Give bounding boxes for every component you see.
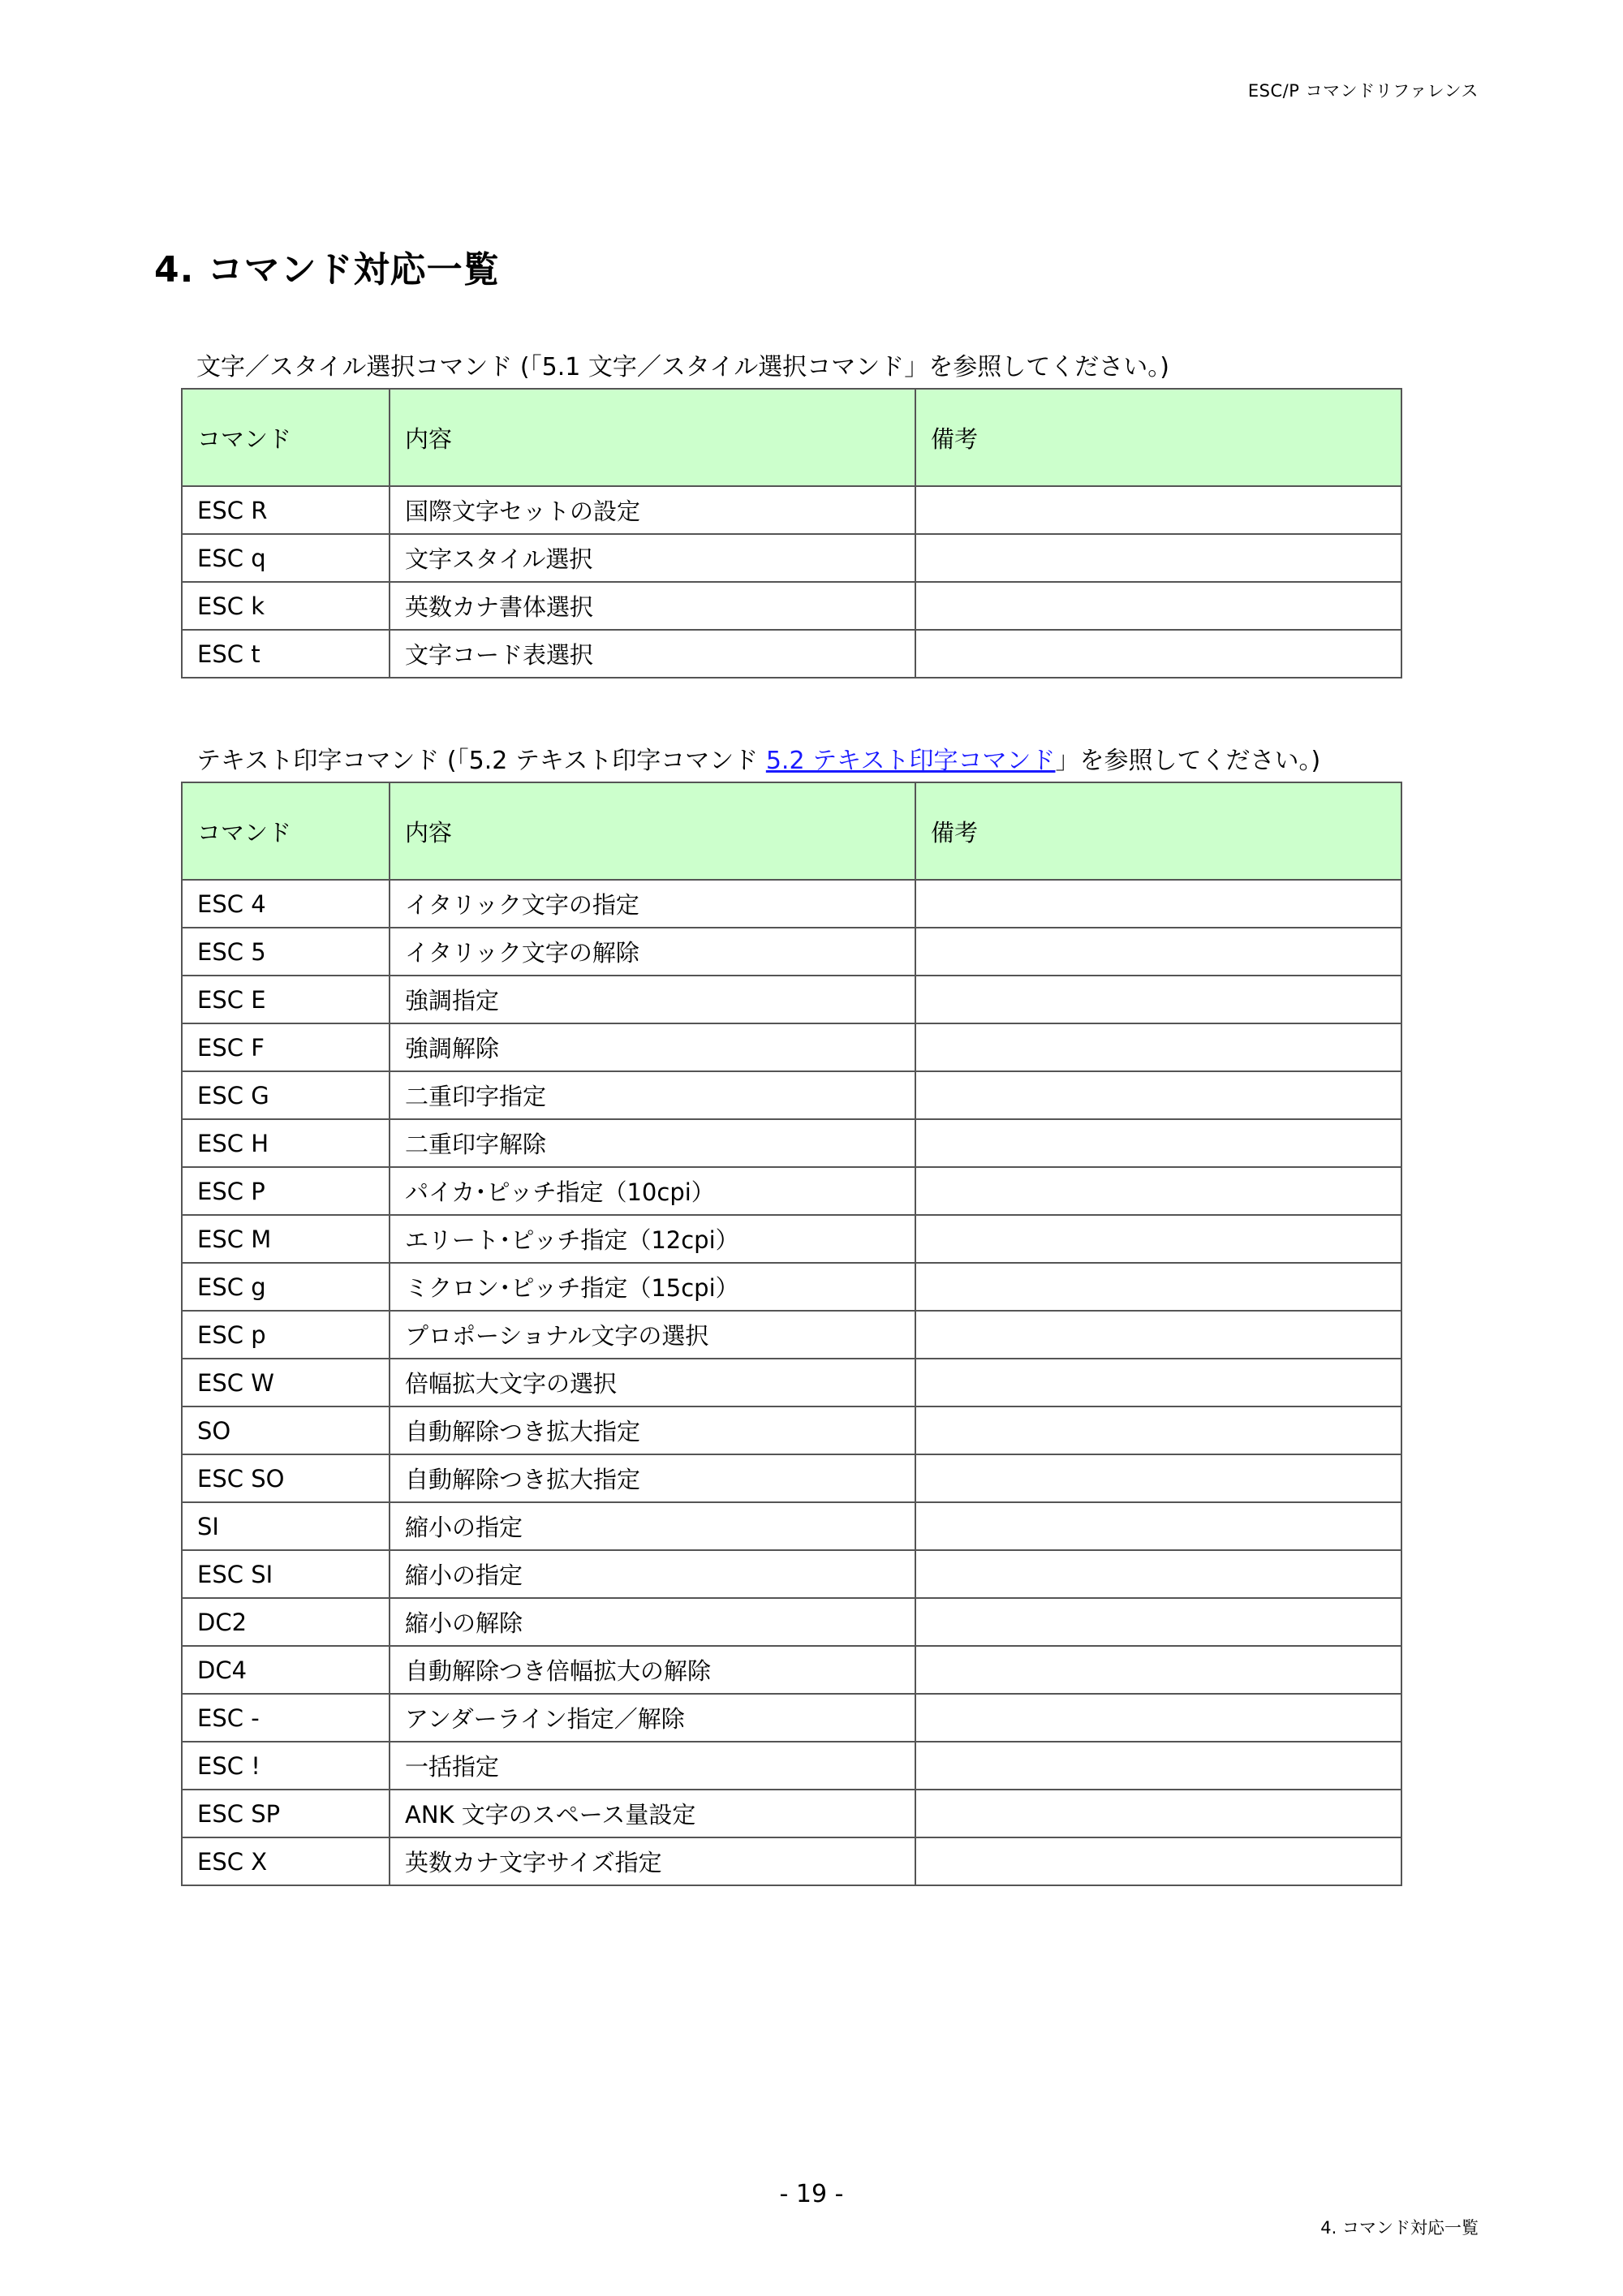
table2-caption-link[interactable]: 5.2 テキスト印字コマンド <box>765 747 1056 775</box>
cell-notes <box>915 1454 1401 1502</box>
cell-command: ESC F <box>182 1023 390 1071</box>
cell-content: イタリック文字の解除 <box>390 928 915 976</box>
cell-notes <box>915 1311 1401 1359</box>
table2-caption-prefix: テキスト印字コマンド (「5.2 テキスト印字コマンド <box>196 747 766 775</box>
cell-notes <box>915 582 1401 630</box>
cell-command: ESC q <box>182 534 390 582</box>
cell-notes <box>915 976 1401 1023</box>
cell-command: ESC R <box>182 486 390 534</box>
cell-command: ESC 5 <box>182 928 390 976</box>
table-row <box>182 1071 1401 1119</box>
cell-content: プロポーショナル文字の選択 <box>390 1311 915 1359</box>
table-row <box>182 582 1401 630</box>
table-row <box>182 486 1401 534</box>
table2-body <box>182 880 1401 1885</box>
cell-command: ESC G <box>182 1071 390 1119</box>
cell-command: ESC t <box>182 630 390 678</box>
cell-content: 二重印字指定 <box>390 1071 915 1119</box>
table-row <box>182 1215 1401 1263</box>
cell-content: 英数カナ文字サイズ指定 <box>390 1837 915 1885</box>
table-row <box>182 1550 1401 1598</box>
table-row <box>182 1119 1401 1167</box>
cell-content: 自動解除つき拡大指定 <box>390 1454 915 1502</box>
table-row <box>182 630 1401 678</box>
table2-caption-suffix: 」を参照してください。) <box>1055 747 1321 775</box>
cell-content: 英数カナ書体選択 <box>390 582 915 630</box>
cell-command: ESC H <box>182 1119 390 1167</box>
table-row <box>182 1311 1401 1359</box>
table-row <box>182 1598 1401 1646</box>
column-header-notes: 備考 <box>915 782 1401 880</box>
cell-content: 強調解除 <box>390 1023 915 1071</box>
cell-content: 一括指定 <box>390 1742 915 1790</box>
column-header-command: コマンド <box>182 389 390 486</box>
cell-content: 縮小の解除 <box>390 1598 915 1646</box>
cell-command: ESC - <box>182 1694 390 1742</box>
cell-command: ESC P <box>182 1167 390 1215</box>
cell-command: ESC E <box>182 976 390 1023</box>
table-row <box>182 1837 1401 1885</box>
cell-command: ESC k <box>182 582 390 630</box>
cell-notes <box>915 1023 1401 1071</box>
cell-notes <box>915 1550 1401 1598</box>
cell-notes <box>915 630 1401 678</box>
table-row <box>182 1023 1401 1071</box>
table-header-row <box>182 782 1401 880</box>
cell-notes <box>915 1694 1401 1742</box>
table1-style-commands <box>181 388 1402 678</box>
cell-command: DC2 <box>182 1598 390 1646</box>
cell-notes <box>915 1790 1401 1837</box>
table-row <box>182 1646 1401 1694</box>
cell-command: ESC p <box>182 1311 390 1359</box>
column-header-notes: 備考 <box>915 389 1401 486</box>
cell-content: 国際文字セットの設定 <box>390 486 915 534</box>
cell-content: 強調指定 <box>390 976 915 1023</box>
cell-command: SO <box>182 1406 390 1454</box>
table-row <box>182 880 1401 928</box>
running-footer: 4. コマンド対応一覧 <box>1320 2218 1479 2238</box>
cell-notes <box>915 1646 1401 1694</box>
cell-notes <box>915 1215 1401 1263</box>
table-header-row <box>182 389 1401 486</box>
cell-notes <box>915 1598 1401 1646</box>
table-row <box>182 1167 1401 1215</box>
cell-notes <box>915 1359 1401 1406</box>
page-number: - 19 - <box>779 2180 844 2208</box>
cell-command: ESC SI <box>182 1550 390 1598</box>
table1-body <box>182 486 1401 678</box>
cell-content: 倍幅拡大文字の選択 <box>390 1359 915 1406</box>
cell-command: DC4 <box>182 1646 390 1694</box>
cell-content: 自動解除つき倍幅拡大の解除 <box>390 1646 915 1694</box>
cell-content: 縮小の指定 <box>390 1550 915 1598</box>
cell-notes <box>915 1119 1401 1167</box>
cell-notes <box>915 1071 1401 1119</box>
cell-notes <box>915 1837 1401 1885</box>
table-row <box>182 1502 1401 1550</box>
running-header: ESC/P コマンドリファレンス <box>1247 81 1479 101</box>
cell-content: イタリック文字の指定 <box>390 880 915 928</box>
column-header-command: コマンド <box>182 782 390 880</box>
table-row <box>182 976 1401 1023</box>
cell-command: ESC SO <box>182 1454 390 1502</box>
cell-notes <box>915 880 1401 928</box>
table1-caption <box>196 347 1169 382</box>
table-row <box>182 1406 1401 1454</box>
cell-content: エリート･ピッチ指定（12cpi） <box>390 1215 915 1263</box>
table-row <box>182 1694 1401 1742</box>
table2-text-print-commands <box>181 782 1402 1886</box>
cell-notes <box>915 1742 1401 1790</box>
column-header-content: 内容 <box>390 782 915 880</box>
cell-content: ANK 文字のスペース量設定 <box>390 1790 915 1837</box>
cell-notes <box>915 1167 1401 1215</box>
cell-command: ESC M <box>182 1215 390 1263</box>
cell-content: 文字スタイル選択 <box>390 534 915 582</box>
cell-command: ESC W <box>182 1359 390 1406</box>
cell-content: 自動解除つき拡大指定 <box>390 1406 915 1454</box>
table-row <box>182 1742 1401 1790</box>
cell-command: SI <box>182 1502 390 1550</box>
cell-notes <box>915 486 1401 534</box>
cell-command: ESC SP <box>182 1790 390 1837</box>
cell-command: ESC X <box>182 1837 390 1885</box>
cell-notes <box>915 928 1401 976</box>
cell-content: 縮小の指定 <box>390 1502 915 1550</box>
cell-content: 二重印字解除 <box>390 1119 915 1167</box>
cell-notes <box>915 1406 1401 1454</box>
table-row <box>182 928 1401 976</box>
cell-content: ミクロン･ピッチ指定（15cpi） <box>390 1263 915 1311</box>
table2-caption <box>196 740 1320 776</box>
cell-content: アンダーライン指定／解除 <box>390 1694 915 1742</box>
column-header-content: 内容 <box>390 389 915 486</box>
cell-command: ESC 4 <box>182 880 390 928</box>
cell-notes <box>915 1263 1401 1311</box>
cell-content: 文字コード表選択 <box>390 630 915 678</box>
table-row <box>182 534 1401 582</box>
section-title: 4. コマンド対応一覧 <box>154 249 500 291</box>
cell-content: パイカ･ピッチ指定（10cpi） <box>390 1167 915 1215</box>
table1-caption-text: 文字／スタイル選択コマンド (「5.1 文字／スタイル選択コマンド」を参照してください。) <box>196 353 1169 381</box>
table-row <box>182 1790 1401 1837</box>
table-row <box>182 1359 1401 1406</box>
cell-notes <box>915 1502 1401 1550</box>
cell-notes <box>915 534 1401 582</box>
table-row <box>182 1263 1401 1311</box>
cell-command: ESC ! <box>182 1742 390 1790</box>
cell-command: ESC g <box>182 1263 390 1311</box>
table-row <box>182 1454 1401 1502</box>
